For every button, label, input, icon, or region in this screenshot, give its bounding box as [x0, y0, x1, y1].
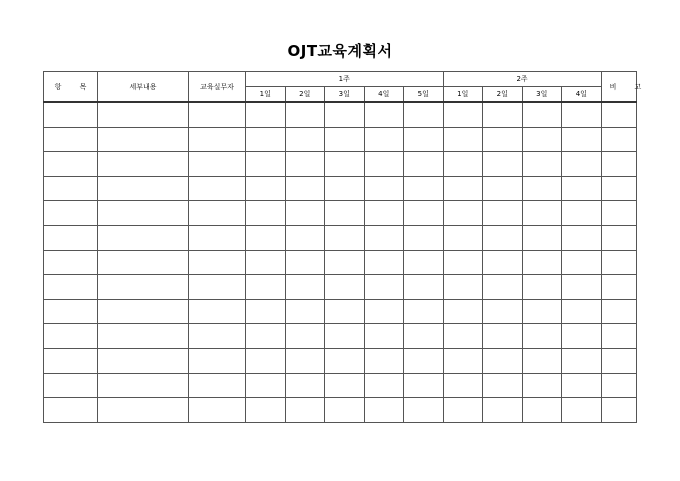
header-week1-day4: 4일: [364, 87, 404, 103]
table-cell[interactable]: [44, 348, 98, 373]
table-cell[interactable]: [364, 127, 404, 152]
table-cell[interactable]: [483, 127, 523, 152]
table-cell[interactable]: [483, 348, 523, 373]
table-cell[interactable]: [404, 373, 444, 398]
table-cell[interactable]: [404, 250, 444, 275]
table-row: [44, 127, 637, 152]
table-cell[interactable]: [189, 348, 246, 373]
header-item: 항 목: [44, 72, 98, 103]
table-cell[interactable]: [522, 373, 562, 398]
table-cell[interactable]: [443, 275, 483, 300]
table-cell[interactable]: [285, 152, 325, 177]
table-row: [44, 201, 637, 226]
table-cell[interactable]: [483, 152, 523, 177]
table-cell[interactable]: [562, 127, 602, 152]
table-cell[interactable]: [522, 250, 562, 275]
table-row: [44, 348, 637, 373]
table-cell[interactable]: [364, 398, 404, 423]
table-cell[interactable]: [562, 373, 602, 398]
table-cell[interactable]: [325, 176, 365, 201]
table-cell[interactable]: [246, 225, 286, 250]
ojt-plan-table: [43, 71, 650, 423]
table-cell[interactable]: [98, 275, 189, 300]
table-cell[interactable]: [98, 127, 189, 152]
table-cell[interactable]: [483, 250, 523, 275]
table-row: [44, 373, 637, 398]
table-cell[interactable]: [562, 348, 602, 373]
table-cell[interactable]: [601, 348, 637, 373]
table-cell[interactable]: [44, 127, 98, 152]
table-cell[interactable]: [364, 348, 404, 373]
table-cell[interactable]: [443, 176, 483, 201]
table-body: [44, 102, 637, 422]
table-cell[interactable]: [246, 348, 286, 373]
table-cell[interactable]: [325, 348, 365, 373]
table-cell[interactable]: [285, 225, 325, 250]
table-cell[interactable]: [483, 201, 523, 226]
table-cell[interactable]: [98, 176, 189, 201]
table-cell[interactable]: [189, 127, 246, 152]
table-cell[interactable]: [285, 275, 325, 300]
table-cell[interactable]: [522, 127, 562, 152]
table-cell[interactable]: [483, 299, 523, 324]
table-cell[interactable]: [285, 176, 325, 201]
table-cell[interactable]: [404, 324, 444, 349]
table-cell[interactable]: [404, 102, 444, 127]
header-week1-day2: 2일: [285, 87, 325, 103]
table-cell[interactable]: [325, 225, 365, 250]
table-cell[interactable]: [325, 275, 365, 300]
table-cell[interactable]: [364, 324, 404, 349]
table-cell[interactable]: [98, 225, 189, 250]
table-cell[interactable]: [285, 373, 325, 398]
table-cell[interactable]: [404, 299, 444, 324]
header-week1-day1: 1일: [246, 87, 286, 103]
table-cell[interactable]: [522, 299, 562, 324]
table-cell[interactable]: [98, 398, 189, 423]
table-cell[interactable]: [601, 250, 637, 275]
header-week-1: 1주: [246, 72, 444, 87]
table-cell[interactable]: [483, 398, 523, 423]
table-cell[interactable]: [522, 201, 562, 226]
table-cell[interactable]: [562, 250, 602, 275]
header-instructor: 교육실무자: [189, 72, 246, 103]
table-cell[interactable]: [285, 324, 325, 349]
table-cell[interactable]: [325, 398, 365, 423]
table-cell[interactable]: [44, 398, 98, 423]
table-cell[interactable]: [246, 373, 286, 398]
table-cell[interactable]: [98, 348, 189, 373]
table-cell[interactable]: [364, 225, 404, 250]
header-week1-day3: 3일: [325, 87, 365, 103]
table-cell[interactable]: [483, 225, 523, 250]
table-cell[interactable]: [246, 324, 286, 349]
table-cell[interactable]: [601, 152, 637, 177]
table-cell[interactable]: [562, 299, 602, 324]
table-cell[interactable]: [325, 152, 365, 177]
table-cell[interactable]: [562, 176, 602, 201]
table-cell[interactable]: [443, 299, 483, 324]
table-cell[interactable]: [325, 299, 365, 324]
table-cell[interactable]: [285, 398, 325, 423]
table-row: [44, 275, 637, 300]
table-cell[interactable]: [601, 299, 637, 324]
table-cell[interactable]: [522, 152, 562, 177]
table-cell[interactable]: [404, 225, 444, 250]
table-cell[interactable]: [404, 127, 444, 152]
table-cell[interactable]: [601, 127, 637, 152]
header-week-2: 2주: [443, 72, 601, 87]
table-row: [44, 152, 637, 177]
table-cell[interactable]: [285, 201, 325, 226]
table-cell[interactable]: [483, 102, 523, 127]
table-cell[interactable]: [562, 324, 602, 349]
table-cell[interactable]: [522, 176, 562, 201]
table-row: [44, 102, 637, 127]
table-cell[interactable]: [189, 152, 246, 177]
table-cell[interactable]: [601, 324, 637, 349]
table-row: [44, 250, 637, 275]
table-cell[interactable]: [404, 348, 444, 373]
table-cell[interactable]: [562, 152, 602, 177]
header-week2-day4: 4일: [562, 87, 602, 103]
table-cell[interactable]: [325, 201, 365, 226]
table-cell[interactable]: [285, 348, 325, 373]
table-cell[interactable]: [98, 373, 189, 398]
table-cell[interactable]: [285, 250, 325, 275]
table-cell[interactable]: [483, 324, 523, 349]
table-cell[interactable]: [522, 324, 562, 349]
table-cell[interactable]: [562, 275, 602, 300]
table-cell[interactable]: [189, 176, 246, 201]
table-cell[interactable]: [246, 102, 286, 127]
table-cell[interactable]: [44, 250, 98, 275]
table-cell[interactable]: [98, 324, 189, 349]
table-cell[interactable]: [246, 176, 286, 201]
table-cell[interactable]: [443, 201, 483, 226]
table-cell[interactable]: [443, 250, 483, 275]
table-row: [44, 324, 637, 349]
table-cell[interactable]: [522, 102, 562, 127]
table-cell[interactable]: [246, 152, 286, 177]
table-cell[interactable]: [601, 201, 637, 226]
table-cell[interactable]: [562, 398, 602, 423]
table-cell[interactable]: [189, 398, 246, 423]
table-cell[interactable]: [325, 102, 365, 127]
table-cell[interactable]: [562, 102, 602, 127]
table-cell[interactable]: [189, 275, 246, 300]
table-cell[interactable]: [189, 225, 246, 250]
table-cell[interactable]: [44, 152, 98, 177]
table-cell[interactable]: [443, 373, 483, 398]
table-cell[interactable]: [285, 299, 325, 324]
table-cell[interactable]: [364, 299, 404, 324]
header-remarks: 비 고: [601, 72, 637, 103]
table-cell[interactable]: [522, 398, 562, 423]
table-cell[interactable]: [189, 102, 246, 127]
table-cell[interactable]: [443, 398, 483, 423]
table-cell[interactable]: [246, 127, 286, 152]
table-cell[interactable]: [443, 225, 483, 250]
table-cell[interactable]: [325, 373, 365, 398]
table-cell[interactable]: [404, 152, 444, 177]
table-cell[interactable]: [189, 324, 246, 349]
table-cell[interactable]: [285, 127, 325, 152]
table-cell[interactable]: [189, 201, 246, 226]
table-cell[interactable]: [562, 201, 602, 226]
table-cell[interactable]: [364, 275, 404, 300]
table-row: [44, 398, 637, 423]
table-cell[interactable]: [443, 127, 483, 152]
table-cell[interactable]: [44, 324, 98, 349]
table-cell[interactable]: [364, 373, 404, 398]
table-cell[interactable]: [601, 373, 637, 398]
table-cell[interactable]: [522, 348, 562, 373]
table-row: [44, 225, 637, 250]
table-cell[interactable]: [246, 299, 286, 324]
table-cell[interactable]: [246, 398, 286, 423]
table-cell[interactable]: [364, 250, 404, 275]
table-cell[interactable]: [601, 225, 637, 250]
table-cell[interactable]: [189, 299, 246, 324]
table-cell[interactable]: [246, 201, 286, 226]
table-cell[interactable]: [98, 250, 189, 275]
table-cell[interactable]: [522, 225, 562, 250]
table-cell[interactable]: [44, 225, 98, 250]
table-cell[interactable]: [483, 176, 523, 201]
table-cell[interactable]: [44, 176, 98, 201]
table-cell[interactable]: [404, 275, 444, 300]
table-cell[interactable]: [325, 250, 365, 275]
table-cell[interactable]: [44, 373, 98, 398]
header-detail: 세부내용: [98, 72, 189, 103]
header-week2-day1: 1일: [443, 87, 483, 103]
table-row: [44, 176, 637, 201]
table-cell[interactable]: [98, 152, 189, 177]
table-cell[interactable]: [285, 102, 325, 127]
document-title: OJT교육계획서: [287, 42, 393, 60]
table-cell[interactable]: [443, 152, 483, 177]
table-cell[interactable]: [364, 102, 404, 127]
table-cell[interactable]: [189, 373, 246, 398]
table-cell[interactable]: [404, 201, 444, 226]
table-cell[interactable]: [364, 201, 404, 226]
header-week2-day3: 3일: [522, 87, 562, 103]
table-cell[interactable]: [562, 225, 602, 250]
table-cell[interactable]: [443, 324, 483, 349]
table-cell[interactable]: [246, 275, 286, 300]
table-cell[interactable]: [44, 299, 98, 324]
table-cell[interactable]: [364, 176, 404, 201]
table-cell[interactable]: [522, 275, 562, 300]
table-cell[interactable]: [325, 127, 365, 152]
header-week1-day5: 5일: [404, 87, 444, 103]
table-cell[interactable]: [246, 250, 286, 275]
table-cell[interactable]: [44, 102, 98, 127]
table-cell[interactable]: [189, 250, 246, 275]
table-cell[interactable]: [44, 275, 98, 300]
table-cell[interactable]: [443, 348, 483, 373]
table-row: [44, 299, 637, 324]
header-week2-day2: 2일: [483, 87, 523, 103]
table-cell[interactable]: [601, 176, 637, 201]
table-cell[interactable]: [443, 102, 483, 127]
table-cell[interactable]: [601, 102, 637, 127]
table-cell[interactable]: [483, 373, 523, 398]
table-cell[interactable]: [601, 398, 637, 423]
table-cell[interactable]: [404, 398, 444, 423]
table-cell[interactable]: [325, 324, 365, 349]
table-cell[interactable]: [98, 102, 189, 127]
table-cell[interactable]: [404, 176, 444, 201]
table-cell[interactable]: [601, 275, 637, 300]
table-cell[interactable]: [98, 201, 189, 226]
table-cell[interactable]: [364, 152, 404, 177]
table-cell[interactable]: [483, 275, 523, 300]
table-cell[interactable]: [44, 201, 98, 226]
table-cell[interactable]: [98, 299, 189, 324]
